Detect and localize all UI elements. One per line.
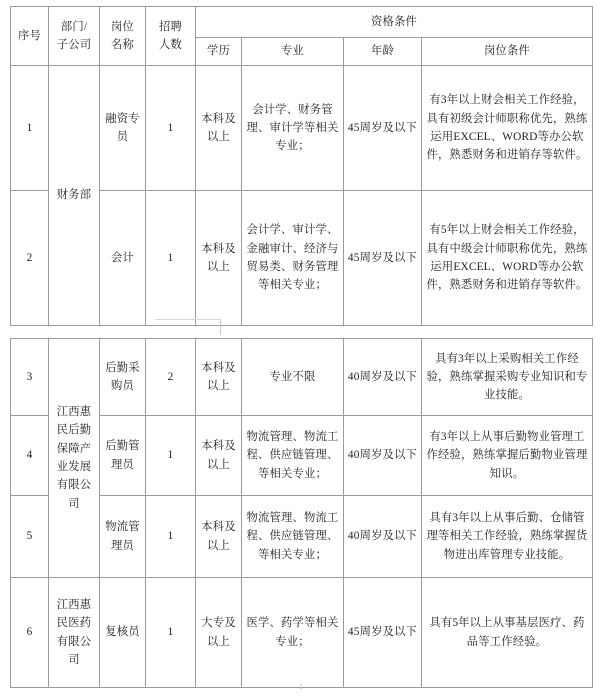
cell-num: 1: [146, 496, 196, 578]
cell-major: 专业不限: [242, 339, 344, 416]
cell-age: 45周岁及以下: [344, 191, 422, 326]
column-header-seq: 序号: [11, 7, 49, 66]
cell-education: 大专及以上: [196, 578, 242, 688]
table-header: [11, 7, 593, 66]
cell-age: 40周岁及以下: [344, 339, 422, 416]
cell-seq: 6: [11, 578, 49, 688]
cell-conditions: 具有3年以上从事后勤、仓储管理等相关工作经验，熟练掌握货物进出库管理专业技能。: [422, 496, 593, 578]
cell-education: 本科及以上: [196, 339, 242, 416]
column-header-num: [146, 7, 196, 66]
cell-post: 复核员: [100, 578, 146, 688]
cell-dept: 财务部: [49, 66, 100, 326]
column-header-post-line2: 名称: [111, 39, 134, 51]
header-row-top: [11, 7, 593, 38]
cell-num: 2: [146, 339, 196, 416]
cell-conditions: 具有3年以上采购相关工作经验，熟练掌握采购专业知识和专业技能。: [422, 339, 593, 416]
column-header-dept: [49, 7, 100, 66]
cell-num: 1: [146, 578, 196, 688]
cell-education: 本科及以上: [196, 191, 242, 326]
cell-dept: 江西惠民后勤保障产业发展有限公司: [49, 339, 100, 578]
column-header-conditions: 岗位条件: [422, 37, 593, 65]
column-header-dept-line1: 部门/: [60, 20, 88, 33]
cell-seq: 2: [11, 191, 49, 326]
cell-seq: 5: [11, 496, 49, 578]
cell-post: 物流管理员: [100, 496, 146, 578]
table-row: [11, 339, 593, 416]
cell-conditions: 具有5年以上从事基层医疗、药品等工作经验。: [422, 578, 593, 688]
table-body-part-1: [11, 66, 593, 326]
cell-major: 医学、药学等相关专业；: [242, 578, 344, 688]
cell-major: 物流管理、物流工程、供应链管理、等相关专业；: [242, 496, 344, 578]
cell-post: 融资专员: [100, 66, 146, 191]
cell-conditions: 有3年以上财会相关工作经验，具有初级会计师职称优先，熟练运用EXCEL、WORD等办公软件，熟悉财务和进销存等软件。: [422, 66, 593, 191]
cell-age: 45周岁及以下: [344, 578, 422, 688]
cell-age: 40周岁及以下: [344, 496, 422, 578]
column-header-qualification: 资格条件: [196, 7, 593, 38]
page-number: 1: [299, 682, 303, 691]
column-header-dept-line2: 子公司: [56, 39, 92, 51]
cell-seq: 4: [11, 416, 49, 496]
cell-major: 会计学、财务管理、审计学等相关专业；: [242, 66, 344, 191]
column-header-post: [100, 7, 146, 66]
column-header-post-line1: 岗位: [111, 20, 134, 33]
cell-age: 40周岁及以下: [344, 416, 422, 496]
page-break-connector: [155, 319, 221, 335]
column-header-education: 学历: [196, 37, 242, 65]
column-header-num-line2: 人数: [159, 39, 182, 51]
cell-num: 1: [146, 416, 196, 496]
cell-conditions: 有3年以上从事后勤物业管理工作经验，熟练掌握后勤物业管理知识。: [422, 416, 593, 496]
cell-conditions: 有5年以上财会相关工作经验，具有中级会计师职称优先，熟练运用EXCEL、WORD等办公软件，熟悉财务和进销存等软件。: [422, 191, 593, 326]
cell-major: 物流管理、物流工程、供应链管理、等相关专业；: [242, 416, 344, 496]
cell-num: 1: [146, 191, 196, 326]
cell-post: 后勤管理员: [100, 416, 146, 496]
recruitment-table-part-1: [10, 6, 593, 326]
table-body-part-2: [11, 339, 593, 688]
cell-seq: 1: [11, 66, 49, 191]
cell-num: 1: [146, 66, 196, 191]
table-row: [11, 578, 593, 688]
cell-dept: 江西惠民医药有限公司: [49, 578, 100, 688]
cell-education: 本科及以上: [196, 496, 242, 578]
column-header-age: 年龄: [344, 37, 422, 65]
table-row: [11, 66, 593, 191]
cell-education: 本科及以上: [196, 416, 242, 496]
cell-post: 会计: [100, 191, 146, 326]
column-header-major: 专业: [242, 37, 344, 65]
column-header-num-line1: 招聘: [159, 20, 182, 33]
cell-major: 会计学、审计学、金融审计、经济与贸易类、财务管理等相关专业；: [242, 191, 344, 326]
cell-seq: 3: [11, 339, 49, 416]
cell-post: 后勤采购员: [100, 339, 146, 416]
cell-age: 45周岁及以下: [344, 66, 422, 191]
cell-education: 本科及以上: [196, 66, 242, 191]
recruitment-table-part-2: [10, 338, 593, 688]
